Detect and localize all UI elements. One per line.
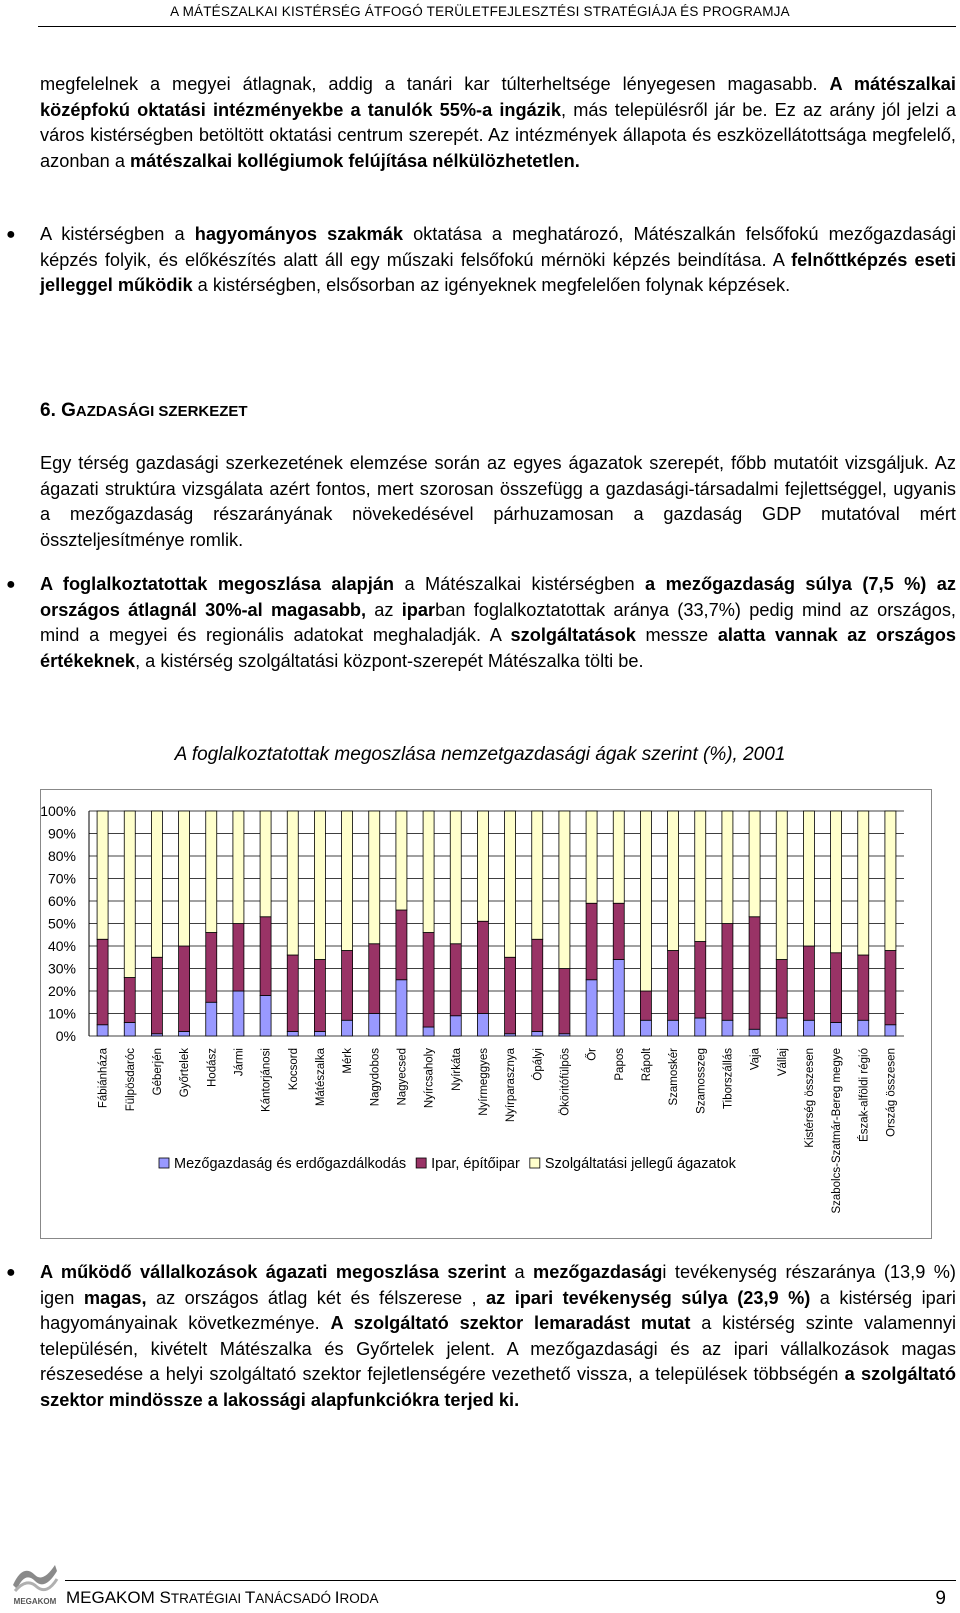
p1-text-3: Ez az arány jól jelzi a város kistérségben betöltött oktatási centrum szerepét.	[40, 99, 956, 145]
x-tick-label: Fábiánháza	[97, 1048, 110, 1109]
bar-segment	[179, 811, 190, 946]
bar-segment	[831, 953, 842, 1023]
bar-segment	[179, 946, 190, 1032]
b3-text-f: az országos átlag két és félszerese ,	[146, 1287, 487, 1308]
bar-segment	[124, 1023, 135, 1037]
bar-segment	[776, 811, 787, 960]
x-tick-label: Kántorjánosi	[260, 1048, 273, 1112]
x-tick-label: Nyírcsaholy	[423, 1048, 436, 1109]
bar-segment	[695, 811, 706, 942]
x-tick-label: Ópályi	[532, 1048, 545, 1081]
b2-bold-c: a mezőgazdaság súlya (7,5 %) az országos átlagnál 30%-al magasabb,	[40, 574, 956, 620]
y-tick-label: 90%	[47, 825, 76, 842]
x-tick-label: Géberjén	[151, 1048, 164, 1096]
bar-segment	[695, 942, 706, 1019]
bullet-dot: ●	[6, 226, 16, 243]
p1-text-4: Az intézmények állapota és eszközellátottsága megfelelő, azonban a	[40, 125, 956, 171]
bar-segment	[803, 1020, 814, 1036]
bar-segment	[260, 811, 271, 917]
bar-segment	[342, 811, 353, 951]
legend-swatch	[416, 1158, 426, 1168]
b3-text-b: a	[506, 1262, 534, 1282]
bar-segment	[287, 1032, 298, 1037]
bar-segment	[233, 924, 244, 992]
bar-segment	[450, 944, 461, 1016]
bar-segment	[749, 1029, 760, 1036]
b3-bold-g: az ipari tevékenység súlya (23,9 %)	[486, 1287, 811, 1308]
header-rule	[38, 26, 956, 27]
bar-segment	[450, 1016, 461, 1036]
bar-segment	[260, 917, 271, 996]
bar-segment	[396, 811, 407, 910]
bar-segment	[314, 960, 325, 1032]
bar-segment	[314, 811, 325, 960]
footer-text: MEGAKOM STRATÉGIAI TANÁCSADÓ IRODA	[66, 1588, 379, 1607]
x-tick-label: Észak-alföldi régió	[858, 1048, 871, 1142]
bar-segment	[369, 811, 380, 944]
bar-segment	[749, 917, 760, 1030]
bar-segment	[179, 1032, 190, 1037]
bullet-1	[6, 222, 956, 299]
b3-bold-a: A működő vállalkozások ágazati megoszlása szerint	[40, 1262, 507, 1282]
x-tick-label: Tiborszállás	[722, 1048, 735, 1109]
bar-segment	[97, 939, 108, 1025]
y-tick-label: 70%	[47, 870, 76, 887]
bar-segment	[586, 980, 597, 1036]
b3-bold-c: mezőgazdaság	[533, 1262, 663, 1282]
bullet-dot: ●	[6, 1264, 16, 1281]
bar-segment	[858, 1020, 869, 1036]
bar-segment	[586, 811, 597, 903]
legend-swatch	[159, 1158, 169, 1168]
bar-segment	[722, 811, 733, 924]
bar-segment	[776, 960, 787, 1019]
bar-segment	[206, 933, 217, 1003]
bar-segment	[287, 811, 298, 955]
x-tick-label: Nyírmeggyes	[477, 1048, 490, 1116]
bar-segment	[396, 910, 407, 980]
y-tick-label: 80%	[47, 848, 76, 864]
y-tick-label: 30%	[47, 960, 76, 977]
bar-segment	[858, 955, 869, 1020]
bar-segment	[640, 991, 651, 1020]
bar-segment	[613, 960, 624, 1037]
x-tick-label: Nagydobos	[369, 1048, 382, 1107]
bar-segment	[749, 811, 760, 917]
bar-segment	[559, 811, 570, 969]
bar-segment	[342, 1020, 353, 1036]
paragraph-1	[40, 72, 956, 174]
y-tick-label: 50%	[47, 915, 76, 932]
b2-text-f: ban foglalkoztatottak aránya (33,7%) pedig mind az országos, mind a megyei és regionális adatokat meghaladják. A	[40, 599, 956, 645]
bar-segment	[477, 811, 488, 921]
paragraph-2	[40, 451, 956, 553]
x-tick-label: Kistérség összesen	[803, 1048, 816, 1148]
x-tick-label: Mérk	[342, 1048, 355, 1074]
bar-segment	[885, 811, 896, 951]
bullet-dot: ●	[6, 576, 16, 593]
x-tick-label: Ország összesen	[885, 1048, 898, 1137]
b3-text-h: a kistérség ipari hagyományainak következménye.	[40, 1287, 956, 1333]
bar-segment	[369, 1014, 380, 1037]
bar-segment	[559, 969, 570, 1034]
bar-segment	[151, 811, 162, 957]
svg-text:MEGAKOM: MEGAKOM	[13, 1597, 57, 1606]
b2-bold-e: ipar	[401, 599, 436, 620]
bar-segment	[314, 1032, 325, 1037]
x-tick-label: Papos	[613, 1048, 626, 1081]
bar-segment	[613, 903, 624, 959]
x-tick-label: Nyírparasznya	[505, 1048, 518, 1123]
bar-segment	[776, 1018, 787, 1036]
y-tick-label: 10%	[47, 1005, 76, 1022]
p1-text-1: megfelelnek a megyei átlagnak, addig a tanári kar túlterheltsége lényegesen magasabb.	[40, 74, 818, 94]
bar-segment	[505, 957, 516, 1034]
bar-segment	[831, 811, 842, 953]
bar-segment	[640, 1020, 651, 1036]
bar-segment	[151, 957, 162, 1034]
x-tick-label: Mátészalka	[314, 1048, 327, 1107]
bar-segment	[287, 955, 298, 1032]
bar-segment	[423, 933, 434, 1028]
footer-rule	[40, 1580, 956, 1581]
x-tick-label: Őr	[586, 1048, 599, 1061]
bar-segment	[803, 811, 814, 946]
legend-swatch	[530, 1158, 540, 1168]
x-tick-label: Hodász	[206, 1048, 219, 1087]
bar-segment	[342, 951, 353, 1021]
page-number: 9	[935, 1588, 946, 1609]
bar-segment	[396, 980, 407, 1036]
x-tick-label: Győrtelek	[179, 1048, 192, 1098]
b2-bold-i: alatta vannak az országos értékeknek	[40, 625, 957, 671]
bar-segment	[532, 811, 543, 939]
p1-bold-1: A mátészalkai középfokú oktatási intézményekbe a tanulók 55%-a ingázik	[40, 74, 956, 120]
y-tick-label: 100%	[41, 803, 76, 819]
bar-segment	[477, 1014, 488, 1037]
b3-text-d: i tevékenység részaránya (13,9 %) igen	[40, 1262, 956, 1308]
section-title-first: G	[61, 400, 76, 421]
bar-segment	[532, 939, 543, 1031]
b2-text-j: , a kistérség szolgáltatási központ-szerepét Mátészalka tölti be.	[135, 650, 644, 671]
x-tick-label: Nyírkáta	[450, 1048, 463, 1091]
x-tick-label: Vállaj	[776, 1048, 789, 1077]
bar-segment	[124, 978, 135, 1023]
bar-segment	[369, 944, 380, 1014]
bar-segment	[668, 951, 679, 1021]
bar-segment	[233, 811, 244, 924]
legend-label: Szolgáltatási jellegű ágazatok	[544, 1156, 736, 1172]
b2-bold-g: szolgáltatások	[510, 625, 636, 645]
section-heading	[40, 400, 248, 422]
stacked-bar-chart	[41, 790, 931, 1238]
p1-text-2: , más településről jár be.	[560, 99, 768, 120]
chart-title: A foglalkoztatottak megoszlása nemzetgazdasági ágak szerint (%), 2001	[174, 744, 786, 765]
bar-segment	[668, 1020, 679, 1036]
x-tick-label: Jármi	[233, 1048, 246, 1077]
bar-segment	[260, 996, 271, 1037]
p1-bold-2: mátészalkai kollégiumok felújítása nélkülözhetetlen.	[130, 150, 580, 171]
bar-segment	[505, 811, 516, 957]
section-title-rest: AZDASÁGI SZERKEZET	[75, 403, 248, 420]
bar-segment	[233, 991, 244, 1036]
chart-frame	[40, 789, 932, 1239]
x-tick-label: Nagyecsed	[396, 1048, 409, 1106]
b1-text-a: A kistérségben a	[40, 224, 195, 244]
bar-segment	[423, 1027, 434, 1036]
bar-segment	[532, 1032, 543, 1037]
bar-segment	[97, 1025, 108, 1036]
b2-text-h: messze	[635, 625, 718, 645]
bar-segment	[668, 811, 679, 951]
bar-segment	[803, 946, 814, 1020]
bar-segment	[640, 811, 651, 991]
bar-segment	[586, 903, 597, 980]
bar-segment	[885, 951, 896, 1025]
bar-segment	[423, 811, 434, 933]
y-tick-label: 60%	[47, 893, 76, 909]
page-header: A MÁTÉSZALKAI KISTÉRSÉG ÁTFOGÓ TERÜLETFEJLESZTÉSI STRATÉGIÁJA ÉS PROGRAMJA	[170, 4, 790, 19]
b3-bold-k: a szolgáltató szektor mindössze a lakossági alapfunkciókra terjed ki.	[40, 1364, 956, 1410]
x-tick-label: Rápolt	[640, 1048, 653, 1082]
p2-text-b: Az ágazati struktúra vizsgálata azért fontos, mert szorosan összefügg a gazdasági-társadalmi fejlettséggel, ugyanis a mezőgazdaság részarányának növekedésével párhuzamosan a gazdaság GDP mutatóval mért összteljesítménye romlik.	[40, 453, 956, 550]
b1-bold-b: hagyományos szakmák	[194, 224, 403, 244]
bar-segment	[206, 811, 217, 933]
b1-text-c: oktatása a meghatározó, Mátészalkán felsőfokú mezőgazdasági képzés folyik, és előkészítés alatt áll egy műszaki felsőfokú mérnöki képzés beindítása. A	[40, 224, 956, 270]
p2-text-a: Egy térség gazdasági szerkezetének elemzése során az egyes ágazatok szerepét, főbb mutatóit vizsgáljuk.	[40, 453, 935, 473]
bar-segment	[722, 924, 733, 1021]
megakom-logo	[5, 1555, 65, 1607]
bar-segment	[97, 811, 108, 939]
b3-text-j: a kistérség szinte valamennyi településén, kivételt Mátészalka és Győrtelek jelent. A mezőgazdasági és az ipari vállalkozások magas részesedése a helyi szolgáltató szektor fejletlenségére vezethető vissza, a települések többségén	[40, 1313, 956, 1384]
x-tick-label: Ököritófülpös	[559, 1048, 572, 1116]
x-tick-label: Szamosszeg	[695, 1048, 708, 1114]
x-tick-label: Kocsord	[287, 1048, 300, 1091]
bar-segment	[831, 1023, 842, 1037]
legend-label: Ipar, építőipar	[431, 1156, 520, 1172]
bar-segment	[885, 1025, 896, 1036]
b2-text-b: a Mátészalkai kistérségben	[394, 574, 646, 594]
b1-bold-d: felnőttképzés eseti jelleggel működik	[40, 249, 956, 295]
b3-bold-e: magas,	[83, 1287, 147, 1308]
bar-segment	[695, 1018, 706, 1036]
bar-segment	[858, 811, 869, 955]
bar-segment	[124, 811, 135, 978]
b2-bold-a: A foglalkoztatottak megoszlása alapján	[40, 574, 395, 594]
legend-label: Mezőgazdaság és erdőgazdálkodás	[174, 1156, 407, 1172]
x-tick-label: Szabolcs-Szatmár-Bereg megye	[831, 1048, 844, 1214]
bullet-2	[6, 572, 957, 674]
x-tick-label: Szamoskér	[668, 1048, 681, 1106]
x-tick-label: Vaja	[749, 1048, 762, 1071]
bar-segment	[477, 921, 488, 1013]
b3-bold-i: A szolgáltató szektor lemaradást mutat	[330, 1313, 691, 1333]
b2-text-d: az	[366, 599, 402, 620]
b1-text-e: a kistérségben, elsősorban az igényeknek megfelelően folynak képzések.	[192, 275, 791, 295]
x-tick-label: Fülpösdaróc	[124, 1048, 137, 1112]
y-tick-label: 40%	[47, 938, 76, 954]
bar-segment	[450, 811, 461, 944]
y-tick-label: 0%	[55, 1028, 76, 1044]
bar-segment	[613, 811, 624, 903]
section-number: 6.	[40, 400, 62, 421]
y-tick-label: 20%	[47, 983, 76, 999]
bullet-3	[6, 1260, 956, 1413]
bar-segment	[206, 1002, 217, 1036]
bar-segment	[722, 1020, 733, 1036]
